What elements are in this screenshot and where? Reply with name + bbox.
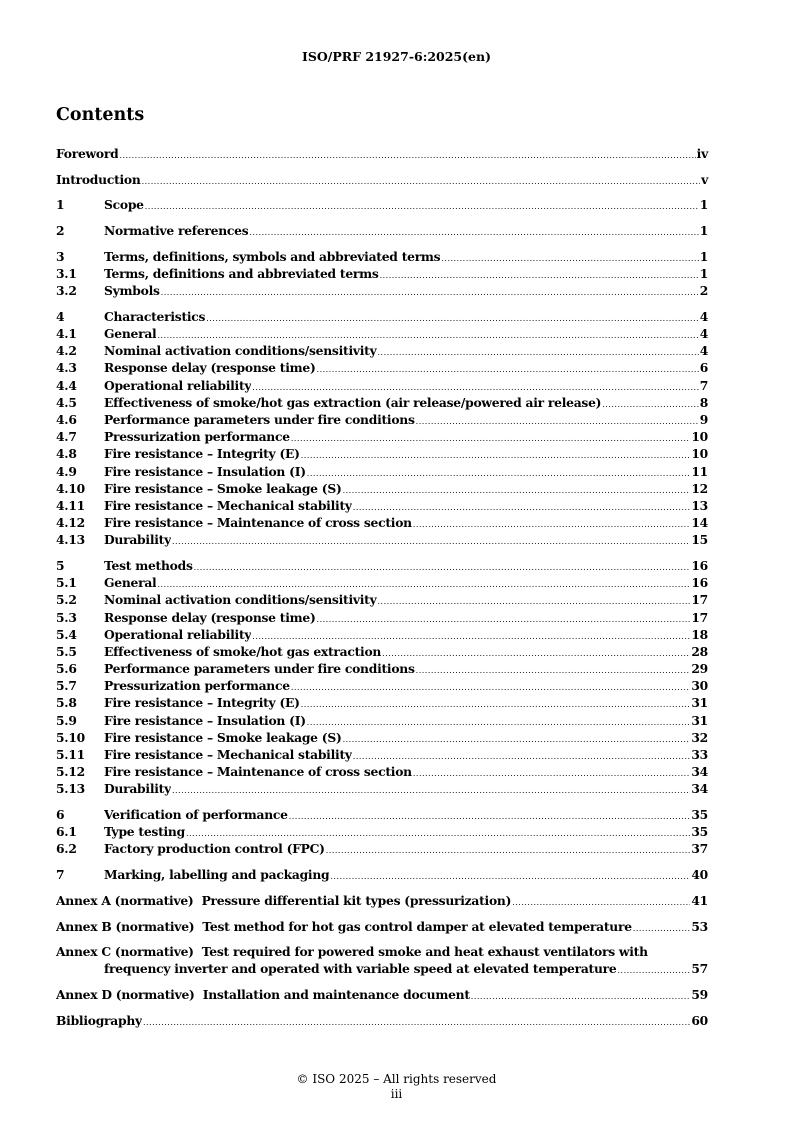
toc-entry-page: 40	[691, 867, 708, 883]
toc-leader-dots	[289, 812, 691, 821]
toc-leader-dots	[143, 1018, 690, 1027]
annex-title: Pressure differential kit types (pressurization)	[201, 892, 512, 908]
toc-entry-page: v	[701, 171, 708, 187]
toc-entry-title: Durability	[104, 532, 171, 548]
toc-entry[interactable]	[56, 747, 708, 764]
toc-entry[interactable]	[56, 197, 708, 214]
toc-entry-page: 1	[699, 197, 708, 213]
toc-leader-dots	[206, 314, 698, 323]
toc-entry-title: Foreword	[56, 146, 119, 161]
toc-entry-title: General	[104, 326, 157, 341]
toc-annex-entry[interactable]	[56, 987, 708, 1004]
toc-entry[interactable]	[56, 360, 708, 377]
toc-entry[interactable]	[56, 429, 708, 446]
toc-entry[interactable]	[56, 592, 708, 609]
toc-entry[interactable]	[56, 378, 708, 395]
toc-leader-dots	[471, 992, 691, 1001]
toc-entry-page: 37	[691, 841, 708, 857]
toc-entry-page: 28	[691, 643, 708, 659]
toc-entry-page: 1	[699, 265, 708, 281]
toc-entry-number: 5.8	[56, 695, 77, 711]
toc-entry-title: Operational reliability	[104, 377, 252, 393]
toc-entry-number: 5.2	[56, 592, 77, 608]
toc-entry-title: Terms, definitions and abbreviated terms	[104, 265, 379, 281]
toc-leader-dots	[633, 924, 691, 933]
annex-spacer	[194, 944, 202, 959]
toc-entry-page: 17	[691, 592, 708, 608]
toc-entry-page: 41	[691, 892, 708, 908]
toc-entry-title: Marking, labelling and packaging	[104, 867, 330, 883]
toc-entry-page: 53	[691, 918, 708, 934]
toc-leader-dots	[252, 383, 698, 392]
toc-entry-title: Verification of performance	[104, 807, 288, 823]
toc-leader-dots	[317, 615, 691, 624]
toc-leader-dots	[252, 632, 690, 641]
toc-entry-title: Effectiveness of smoke/hot gas extraction (air release/powered air release)	[104, 394, 602, 410]
toc-leader-dots	[307, 469, 691, 478]
annex-title: Test method for hot gas control damper at elevated temperature	[202, 918, 632, 934]
toc-entry-number: 5.12	[56, 764, 85, 780]
toc-entry[interactable]	[56, 695, 708, 712]
toc-entry-page: 34	[691, 781, 708, 797]
toc-entry-number: 4.3	[56, 360, 77, 376]
toc-bibliography-entry[interactable]	[56, 1013, 708, 1030]
toc-entry[interactable]	[56, 464, 708, 481]
toc-leader-dots	[317, 365, 699, 374]
toc-entry-page: 31	[691, 695, 708, 711]
toc-entry[interactable]	[56, 841, 708, 858]
toc-entry-number: 7	[56, 867, 65, 883]
toc-entry[interactable]	[56, 867, 708, 884]
toc-annex-entry[interactable]	[56, 944, 708, 978]
toc-entry-page: 13	[691, 497, 708, 513]
toc-entry-title: Fire resistance – Mechanical stability	[104, 497, 352, 513]
toc-entry-number: 5.5	[56, 643, 77, 659]
toc-entry-title: Scope	[104, 197, 144, 213]
toc-entry-page: 14	[691, 515, 708, 531]
toc-leader-dots	[617, 966, 690, 975]
toc-leader-dots	[378, 597, 691, 606]
toc-entry-title: Response delay (response time)	[104, 609, 316, 625]
toc-entry-title: Durability	[104, 781, 171, 797]
annex-label: Annex B (normative)	[56, 918, 195, 934]
toc-entry-number: 4.1	[56, 326, 77, 341]
toc-leader-dots	[307, 718, 691, 727]
toc-entry-number: 6.2	[56, 841, 77, 857]
toc-entry-title: Normative references	[104, 223, 249, 239]
toc-entry-number: 3.1	[56, 265, 77, 281]
toc-entry[interactable]	[56, 764, 708, 781]
toc-entry[interactable]	[56, 446, 708, 463]
toc-entry[interactable]	[56, 326, 708, 343]
toc-entry-number: 4.2	[56, 343, 77, 359]
toc-leader-dots	[194, 563, 691, 572]
toc-leader-dots	[186, 829, 690, 838]
toc-entry[interactable]	[56, 283, 708, 300]
toc-entry-page: 4	[699, 343, 708, 359]
toc-entry-page: 8	[699, 394, 708, 410]
toc-entry[interactable]	[56, 575, 708, 592]
toc-entry-title: Operational reliability	[104, 626, 252, 642]
toc-leader-dots	[172, 537, 690, 546]
toc-entry-title: Terms, definitions, symbols and abbreviated terms	[104, 248, 441, 264]
annex-label: Annex D (normative)	[56, 987, 195, 1003]
toc-entry-page: 31	[691, 712, 708, 728]
toc-entry-title: Symbols	[104, 283, 160, 299]
toc-entry-title: Response delay (response time)	[104, 360, 316, 376]
toc-entry-page: 35	[691, 807, 708, 823]
toc-entry-title: Factory production control (FPC)	[104, 841, 325, 857]
toc-leader-dots	[353, 752, 691, 761]
toc-entry-number: 6	[56, 807, 65, 823]
toc-entry[interactable]	[56, 515, 708, 532]
toc-entry-page: 1	[699, 223, 708, 239]
annex-title-continued: frequency inverter and operated with variable speed at elevated temperature	[104, 961, 617, 977]
toc-entry-title: Fire resistance – Insulation (I)	[104, 463, 306, 479]
toc-leader-dots	[291, 683, 691, 692]
table-of-contents	[56, 146, 708, 1030]
toc-entry[interactable]	[56, 730, 708, 747]
toc-entry[interactable]	[56, 146, 708, 163]
toc-entry-page: 1	[699, 248, 708, 264]
toc-entry-title: Nominal activation conditions/sensitivity	[104, 343, 377, 359]
toc-annex-entry[interactable]	[56, 893, 708, 910]
toc-entry-page: 10	[691, 446, 708, 462]
page-footer	[0, 1072, 793, 1102]
toc-entry-page: 33	[691, 747, 708, 762]
toc-leader-dots	[157, 331, 698, 340]
toc-entry-page: 16	[691, 557, 708, 573]
toc-entry-number: 4.11	[56, 497, 85, 513]
toc-entry-title: Introduction	[56, 171, 141, 187]
toc-annex-entry[interactable]	[56, 919, 708, 936]
toc-leader-dots	[291, 434, 691, 443]
toc-entry-number: 3.2	[56, 283, 77, 299]
toc-leader-dots	[343, 735, 691, 744]
toc-entry-page: 7	[699, 377, 708, 393]
toc-entry-page: 60	[691, 1012, 708, 1028]
toc-entry-title: Performance parameters under fire conditions	[104, 661, 415, 677]
toc-entry[interactable]	[56, 481, 708, 498]
toc-entry-page: 16	[691, 575, 708, 591]
toc-entry-number: 4.12	[56, 515, 85, 531]
annex-title: Installation and maintenance document	[202, 987, 470, 1003]
toc-entry[interactable]	[56, 412, 708, 429]
toc-entry-title: Fire resistance – Smoke leakage (S)	[104, 480, 342, 496]
toc-entry-title: Fire resistance – Mechanical stability	[104, 747, 352, 762]
toc-entry-page: 4	[699, 326, 708, 341]
page-title: Contents	[56, 105, 145, 125]
annex-spacer	[195, 987, 203, 1002]
toc-entry-page: 34	[691, 764, 708, 780]
toc-entry-number: 5.9	[56, 712, 77, 728]
toc-entry-page: 30	[691, 678, 708, 694]
toc-entry[interactable]	[56, 532, 708, 549]
toc-leader-dots	[145, 202, 699, 211]
toc-entry-page: 17	[691, 609, 708, 625]
toc-entry-number: 4.5	[56, 394, 77, 410]
toc-entry-page: 35	[691, 824, 708, 840]
toc-entry-page: 29	[691, 661, 708, 677]
copyright-notice: © ISO 2025 – All rights reserved	[296, 1072, 497, 1086]
toc-entry-number: 5.6	[56, 661, 77, 677]
toc-entry-title: Fire resistance – Maintenance of cross section	[104, 764, 412, 780]
toc-entry-title: Fire resistance – Integrity (E)	[104, 446, 300, 462]
toc-entry-page: 6	[699, 360, 708, 376]
document-header: ISO/PRF 21927-6:2025(en)	[302, 49, 491, 64]
toc-entry[interactable]	[56, 678, 708, 695]
toc-entry[interactable]	[56, 309, 708, 326]
toc-entry-title: Characteristics	[104, 308, 206, 324]
toc-entry-title: Pressurization performance	[104, 429, 290, 445]
toc-leader-dots	[301, 700, 691, 709]
annex-title: Test required for powered smoke and heat exhaust ventilators with	[201, 944, 648, 960]
toc-entry-number: 4.10	[56, 480, 85, 496]
toc-entry[interactable]	[56, 498, 708, 515]
toc-leader-dots	[119, 151, 695, 160]
toc-entry-page: 11	[691, 463, 708, 479]
toc-entry-page: 12	[691, 480, 708, 496]
toc-entry-number: 1	[56, 197, 65, 213]
toc-entry[interactable]	[56, 644, 708, 661]
toc-leader-dots	[512, 898, 690, 907]
toc-entry-title: Fire resistance – Maintenance of cross section	[104, 515, 412, 531]
toc-leader-dots	[301, 451, 691, 460]
toc-entry[interactable]	[56, 343, 708, 360]
toc-entry-number: 4.13	[56, 532, 85, 548]
toc-entry-title: Effectiveness of smoke/hot gas extraction	[104, 643, 382, 659]
toc-entry-page: iv	[696, 146, 708, 161]
annex-spacer	[194, 893, 202, 908]
toc-entry-number: 6.1	[56, 824, 77, 840]
toc-entry[interactable]	[56, 249, 708, 266]
toc-entry[interactable]	[56, 661, 708, 678]
toc-entry-title: Pressurization performance	[104, 678, 290, 694]
annex-label: Annex C (normative)	[56, 944, 194, 960]
toc-entry[interactable]	[56, 807, 708, 824]
toc-entry-title: Test methods	[104, 557, 193, 573]
toc-entry-number: 4.8	[56, 446, 77, 462]
toc-entry-page: 15	[691, 532, 708, 548]
toc-entry-number: 5.13	[56, 781, 85, 797]
toc-entry-number: 5.7	[56, 678, 77, 694]
toc-leader-dots	[172, 786, 690, 795]
toc-entry[interactable]	[56, 781, 708, 798]
toc-entry-number: 3	[56, 248, 65, 264]
toc-entry[interactable]	[56, 627, 708, 644]
toc-entry-title: Nominal activation conditions/sensitivity	[104, 592, 377, 608]
toc-entry[interactable]	[56, 172, 708, 189]
toc-entry[interactable]	[56, 395, 708, 412]
toc-entry-page: 59	[691, 987, 708, 1003]
toc-entry-page: 2	[699, 283, 708, 299]
toc-leader-dots	[416, 417, 699, 426]
toc-entry-number: 4.4	[56, 377, 77, 393]
toc-leader-dots	[157, 580, 690, 589]
toc-entry-number: 4	[56, 308, 65, 324]
toc-leader-dots	[249, 228, 698, 237]
toc-entry-number: 4.6	[56, 411, 77, 427]
toc-leader-dots	[343, 486, 691, 495]
toc-leader-dots	[142, 177, 701, 186]
toc-entry-page: 57	[691, 961, 708, 977]
annex-spacer	[194, 919, 202, 934]
page-number: iii	[390, 1087, 403, 1101]
toc-leader-dots	[413, 769, 691, 778]
toc-entry[interactable]	[56, 223, 708, 240]
toc-entry-page: 32	[691, 729, 708, 745]
toc-entry-title: Type testing	[104, 824, 185, 840]
toc-entry-title: Fire resistance – Smoke leakage (S)	[104, 729, 342, 745]
toc-entry-number: 5.1	[56, 575, 77, 591]
toc-entry[interactable]	[56, 558, 708, 575]
toc-leader-dots	[161, 288, 699, 297]
toc-entry-number: 4.9	[56, 463, 77, 479]
toc-entry-title: Fire resistance – Integrity (E)	[104, 695, 300, 711]
toc-entry-title: Fire resistance – Insulation (I)	[104, 712, 306, 728]
toc-leader-dots	[380, 271, 699, 280]
toc-entry-title: General	[104, 575, 157, 591]
toc-entry[interactable]	[56, 824, 708, 841]
toc-entry-number: 5.11	[56, 747, 85, 762]
toc-entry-page: 18	[691, 626, 708, 642]
toc-leader-dots	[378, 348, 699, 357]
toc-leader-dots	[602, 400, 698, 409]
annex-label: Annex A (normative)	[56, 892, 194, 908]
toc-leader-dots	[416, 666, 691, 675]
toc-entry[interactable]	[56, 713, 708, 730]
toc-entry[interactable]	[56, 610, 708, 627]
toc-leader-dots	[326, 846, 691, 855]
toc-entry-title: Performance parameters under fire conditions	[104, 411, 415, 427]
toc-entry-number: 5.10	[56, 729, 85, 745]
toc-entry[interactable]	[56, 266, 708, 283]
toc-entry-page: 10	[691, 429, 708, 445]
toc-leader-dots	[382, 649, 690, 658]
toc-entry-number: 2	[56, 223, 65, 239]
toc-entry-number: 5.3	[56, 609, 77, 625]
toc-leader-dots	[441, 254, 698, 263]
toc-entry-number: 5	[56, 557, 65, 573]
toc-entry-title: Bibliography	[56, 1012, 142, 1028]
toc-entry-page: 9	[699, 411, 708, 427]
toc-leader-dots	[413, 520, 691, 529]
toc-entry-number: 4.7	[56, 429, 77, 445]
toc-entry-page: 4	[699, 308, 708, 324]
toc-leader-dots	[330, 872, 690, 881]
toc-entry-number: 5.4	[56, 626, 77, 642]
toc-leader-dots	[353, 503, 691, 512]
